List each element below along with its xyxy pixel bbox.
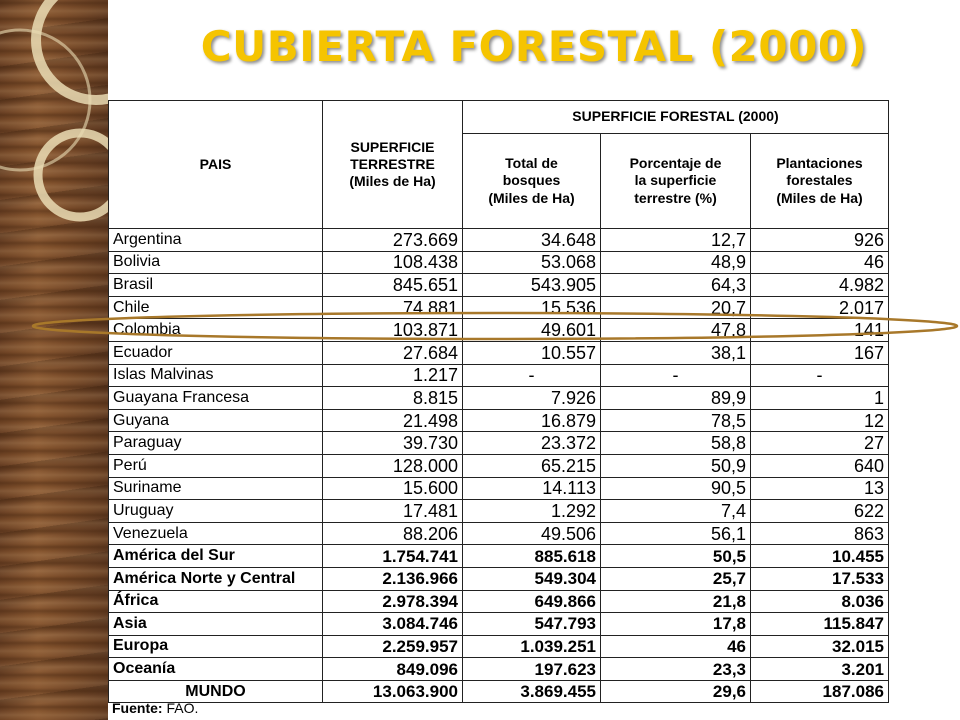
cell-porcentaje: 89,9 [601, 387, 751, 410]
cell-terrestre: 2.978.394 [323, 590, 463, 613]
cell-terrestre: 17.481 [323, 500, 463, 523]
header-pais: PAIS [109, 101, 323, 229]
cell-terrestre: 15.600 [323, 477, 463, 500]
cell-plantaciones: 2.017 [751, 296, 889, 319]
table-row [109, 387, 889, 410]
cell-terrestre: 21.498 [323, 409, 463, 432]
cell-plantaciones: 8.036 [751, 590, 889, 613]
cell-pais: Asia [109, 613, 323, 636]
cell-pais: Islas Malvinas [109, 364, 323, 387]
cell-pais: Colombia [109, 319, 323, 342]
cell-pais: América del Sur [109, 545, 323, 568]
cell-bosques: 16.879 [463, 409, 601, 432]
cell-porcentaje: 7,4 [601, 500, 751, 523]
header-superficie-terrestre: SUPERFICIE TERRESTRE (Miles de Ha) [323, 101, 463, 229]
cell-pais: Brasil [109, 274, 323, 297]
cell-bosques: 10.557 [463, 341, 601, 364]
table-row [109, 613, 889, 636]
forest-table-container [108, 100, 889, 703]
cell-plantaciones: 32.015 [751, 635, 889, 658]
cell-porcentaje: 20,7 [601, 296, 751, 319]
cell-bosques: 7.926 [463, 387, 601, 410]
cell-terrestre: 128.000 [323, 454, 463, 477]
table-row [109, 500, 889, 523]
table-row [109, 680, 889, 703]
cell-pais: Chile [109, 296, 323, 319]
table-row [109, 590, 889, 613]
table-row [109, 545, 889, 568]
cell-porcentaje: 56,1 [601, 522, 751, 545]
cell-pais: Argentina [109, 229, 323, 252]
cell-plantaciones: 622 [751, 500, 889, 523]
cell-plantaciones: 187.086 [751, 680, 889, 703]
cell-porcentaje: 48,9 [601, 251, 751, 274]
cell-bosques: 197.623 [463, 658, 601, 681]
cell-pais: Uruguay [109, 500, 323, 523]
cell-plantaciones: 863 [751, 522, 889, 545]
cell-porcentaje: 17,8 [601, 613, 751, 636]
cell-porcentaje: - [601, 364, 751, 387]
cell-pais: Oceanía [109, 658, 323, 681]
cell-bosques: 1.039.251 [463, 635, 601, 658]
cell-pais: Guyana [109, 409, 323, 432]
cell-plantaciones: 27 [751, 432, 889, 455]
cell-bosques: 15.536 [463, 296, 601, 319]
cell-pais: América Norte y Central [109, 567, 323, 590]
table-row [109, 341, 889, 364]
cell-pais: Perú [109, 454, 323, 477]
cell-porcentaje: 29,6 [601, 680, 751, 703]
cell-bosques: - [463, 364, 601, 387]
cell-plantaciones: 640 [751, 454, 889, 477]
table-row [109, 274, 889, 297]
cell-terrestre: 103.871 [323, 319, 463, 342]
table-row [109, 635, 889, 658]
cell-pais: Venezuela [109, 522, 323, 545]
cell-plantaciones: 167 [751, 341, 889, 364]
cell-terrestre: 13.063.900 [323, 680, 463, 703]
cell-terrestre: 3.084.746 [323, 613, 463, 636]
cell-bosques: 49.601 [463, 319, 601, 342]
table-row [109, 658, 889, 681]
cell-pais: MUNDO [109, 680, 323, 703]
table-row [109, 409, 889, 432]
cell-porcentaje: 38,1 [601, 341, 751, 364]
cell-pais: Europa [109, 635, 323, 658]
page-title: CUBIERTA FORESTAL (2000) [200, 22, 868, 71]
cell-bosques: 547.793 [463, 613, 601, 636]
cell-plantaciones: 4.982 [751, 274, 889, 297]
cell-bosques: 23.372 [463, 432, 601, 455]
cell-porcentaje: 12,7 [601, 229, 751, 252]
cell-pais: África [109, 590, 323, 613]
header-porcentaje: Porcentaje de la superficie terrestre (%) [601, 134, 751, 229]
cell-porcentaje: 47,8 [601, 319, 751, 342]
table-row [109, 432, 889, 455]
cell-porcentaje: 23,3 [601, 658, 751, 681]
cell-terrestre: 2.136.966 [323, 567, 463, 590]
cell-pais: Guayana Francesa [109, 387, 323, 410]
table-row [109, 567, 889, 590]
cell-bosques: 885.618 [463, 545, 601, 568]
table-row [109, 319, 889, 342]
cell-bosques: 53.068 [463, 251, 601, 274]
cell-porcentaje: 21,8 [601, 590, 751, 613]
cell-porcentaje: 46 [601, 635, 751, 658]
cell-terrestre: 39.730 [323, 432, 463, 455]
cell-bosques: 65.215 [463, 454, 601, 477]
cell-plantaciones: - [751, 364, 889, 387]
source-note: Fuente: FAO. [112, 700, 199, 716]
cell-terrestre: 849.096 [323, 658, 463, 681]
cell-pais: Suriname [109, 477, 323, 500]
cell-plantaciones: 12 [751, 409, 889, 432]
cell-plantaciones: 3.201 [751, 658, 889, 681]
cell-porcentaje: 50,9 [601, 454, 751, 477]
cell-bosques: 649.866 [463, 590, 601, 613]
header-superficie-forestal: SUPERFICIE FORESTAL (2000) [463, 101, 889, 134]
cell-bosques: 49.506 [463, 522, 601, 545]
cell-porcentaje: 78,5 [601, 409, 751, 432]
cell-plantaciones: 10.455 [751, 545, 889, 568]
cell-plantaciones: 926 [751, 229, 889, 252]
cell-terrestre: 8.815 [323, 387, 463, 410]
cell-bosques: 3.869.455 [463, 680, 601, 703]
table-row [109, 477, 889, 500]
forest-table [108, 100, 889, 703]
cell-plantaciones: 141 [751, 319, 889, 342]
cell-plantaciones: 46 [751, 251, 889, 274]
cell-plantaciones: 115.847 [751, 613, 889, 636]
cell-terrestre: 27.684 [323, 341, 463, 364]
cell-porcentaje: 50,5 [601, 545, 751, 568]
cell-bosques: 543.905 [463, 274, 601, 297]
cell-bosques: 1.292 [463, 500, 601, 523]
cell-porcentaje: 58,8 [601, 432, 751, 455]
header-plantaciones: Plantaciones forestales (Miles de Ha) [751, 134, 889, 229]
cell-terrestre: 1.754.741 [323, 545, 463, 568]
cell-terrestre: 108.438 [323, 251, 463, 274]
table-row [109, 229, 889, 252]
table-row [109, 454, 889, 477]
cell-pais: Ecuador [109, 341, 323, 364]
cell-terrestre: 273.669 [323, 229, 463, 252]
cell-porcentaje: 64,3 [601, 274, 751, 297]
cell-pais: Bolivia [109, 251, 323, 274]
decorative-rings-icon [0, 0, 108, 340]
cell-pais: Paraguay [109, 432, 323, 455]
cell-terrestre: 845.651 [323, 274, 463, 297]
cell-bosques: 34.648 [463, 229, 601, 252]
cell-terrestre: 88.206 [323, 522, 463, 545]
cell-bosques: 14.113 [463, 477, 601, 500]
cell-plantaciones: 17.533 [751, 567, 889, 590]
table-row [109, 364, 889, 387]
table-row [109, 522, 889, 545]
table-row [109, 296, 889, 319]
cell-terrestre: 1.217 [323, 364, 463, 387]
cell-porcentaje: 90,5 [601, 477, 751, 500]
header-total-bosques: Total de bosques (Miles de Ha) [463, 134, 601, 229]
cell-terrestre: 2.259.957 [323, 635, 463, 658]
table-row [109, 251, 889, 274]
cell-bosques: 549.304 [463, 567, 601, 590]
cell-plantaciones: 13 [751, 477, 889, 500]
cell-plantaciones: 1 [751, 387, 889, 410]
cell-porcentaje: 25,7 [601, 567, 751, 590]
cell-terrestre: 74.881 [323, 296, 463, 319]
